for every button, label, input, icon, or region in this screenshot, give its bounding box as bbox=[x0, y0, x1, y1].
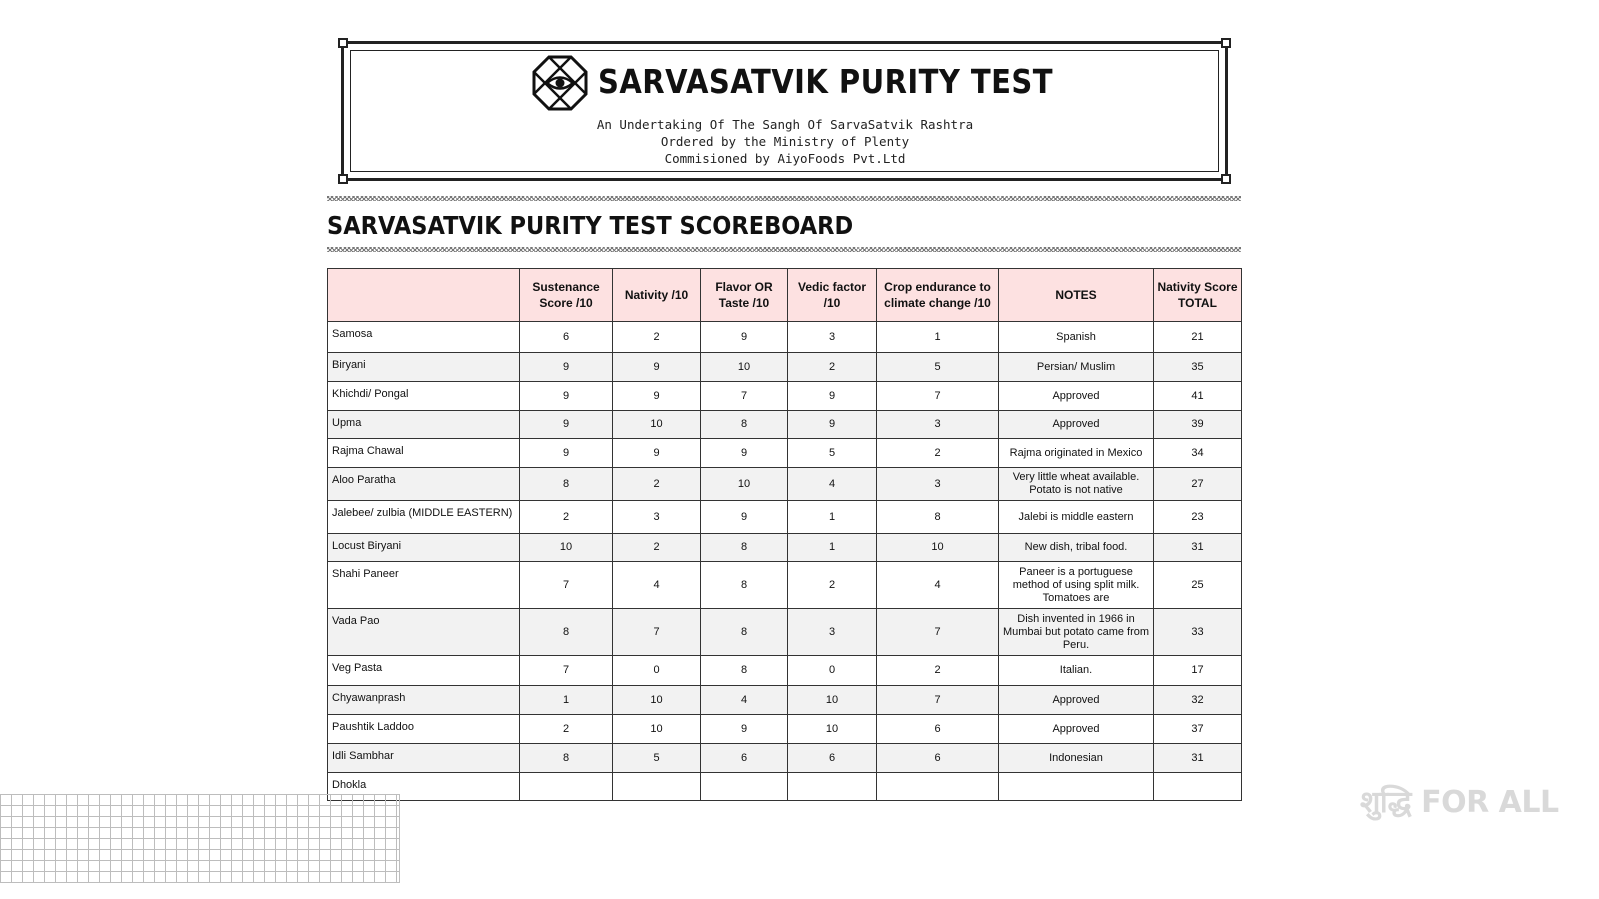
cell-notes: Italian. bbox=[999, 656, 1154, 686]
cell-vedic: 9 bbox=[788, 382, 877, 411]
header-subtitle-line: Commisioned by AiyoFoods Pvt.Ltd bbox=[664, 151, 906, 166]
cell-vedic: 5 bbox=[788, 439, 877, 468]
cell-crop: 6 bbox=[877, 744, 999, 773]
cell-flavor: 8 bbox=[701, 609, 788, 656]
table-row bbox=[328, 411, 1242, 439]
octagon-eye-emblem-icon bbox=[532, 55, 588, 111]
cell-total: 31 bbox=[1154, 534, 1242, 562]
cell-sustenance: 9 bbox=[520, 411, 613, 439]
table-row bbox=[328, 656, 1242, 686]
cell-notes: Approved bbox=[999, 411, 1154, 439]
cell-notes: New dish, tribal food. bbox=[999, 534, 1154, 562]
cell-nativity: 10 bbox=[613, 686, 701, 715]
frame-corner-ornament bbox=[338, 38, 348, 48]
cell-crop: 2 bbox=[877, 439, 999, 468]
page-title: SARVASATVIK PURITY TEST bbox=[598, 62, 1054, 101]
table-row bbox=[328, 744, 1242, 773]
cell-crop: 8 bbox=[877, 501, 999, 534]
cell-name: Biryani bbox=[328, 353, 520, 382]
cell-flavor: 8 bbox=[701, 534, 788, 562]
cell-flavor: 9 bbox=[701, 439, 788, 468]
cell-flavor: 6 bbox=[701, 744, 788, 773]
table-row bbox=[328, 773, 1242, 801]
cell-name: Dhokla bbox=[328, 773, 520, 801]
cell-name: Chyawanprash bbox=[328, 686, 520, 715]
cell-total: 33 bbox=[1154, 609, 1242, 656]
cell-total: 32 bbox=[1154, 686, 1242, 715]
cell-sustenance: 1 bbox=[520, 686, 613, 715]
cell-vedic: 3 bbox=[788, 609, 877, 656]
header-subtitle-line: Ordered by the Ministry of Plenty bbox=[660, 134, 910, 149]
cell-flavor: 8 bbox=[701, 656, 788, 686]
table-row bbox=[328, 686, 1242, 715]
table-row bbox=[328, 715, 1242, 744]
cell-nativity: 10 bbox=[613, 411, 701, 439]
column-header-flavor: Flavor OR Taste /10 bbox=[701, 269, 788, 322]
frame-corner-ornament bbox=[1221, 38, 1231, 48]
cell-nativity: 9 bbox=[613, 382, 701, 411]
cell-nativity: 2 bbox=[613, 534, 701, 562]
cell-name: Aloo Paratha bbox=[328, 468, 520, 501]
cell-notes: Rajma originated in Mexico bbox=[999, 439, 1154, 468]
cell-name: Rajma Chawal bbox=[328, 439, 520, 468]
cell-total: 17 bbox=[1154, 656, 1242, 686]
cell-name: Samosa bbox=[328, 322, 520, 353]
table-row bbox=[328, 353, 1242, 382]
cell-nativity: 2 bbox=[613, 322, 701, 353]
cell-vedic: 2 bbox=[788, 562, 877, 609]
cell-vedic: 3 bbox=[788, 322, 877, 353]
cell-name: Paushtik Laddoo bbox=[328, 715, 520, 744]
cell-total: 41 bbox=[1154, 382, 1242, 411]
cell-flavor: 9 bbox=[701, 322, 788, 353]
table-row bbox=[328, 322, 1242, 353]
cell-sustenance: 9 bbox=[520, 439, 613, 468]
cell-crop: 5 bbox=[877, 353, 999, 382]
cell-notes: Very little wheat available. Potato is not native bbox=[999, 468, 1154, 501]
cell-nativity: 9 bbox=[613, 353, 701, 382]
cell-flavor: 9 bbox=[701, 715, 788, 744]
cell-nativity: 4 bbox=[613, 562, 701, 609]
cell-total: 34 bbox=[1154, 439, 1242, 468]
cell-notes: Approved bbox=[999, 382, 1154, 411]
cell-vedic: 1 bbox=[788, 501, 877, 534]
cell-notes: Paneer is a portuguese method of using split milk. Tomatoes are bbox=[999, 562, 1154, 609]
cell-nativity: 7 bbox=[613, 609, 701, 656]
cell-name: Khichdi/ Pongal bbox=[328, 382, 520, 411]
cell-notes bbox=[999, 773, 1154, 801]
cell-notes: Approved bbox=[999, 686, 1154, 715]
cell-sustenance: 9 bbox=[520, 382, 613, 411]
cell-sustenance: 8 bbox=[520, 609, 613, 656]
column-header-crop-endurance: Crop endurance to climate change /10 bbox=[877, 269, 999, 322]
cell-nativity: 3 bbox=[613, 501, 701, 534]
cell-sustenance: 10 bbox=[520, 534, 613, 562]
header-subtitle-line: An Undertaking Of The Sangh Of SarvaSatvik Rashtra bbox=[596, 117, 974, 132]
cell-sustenance bbox=[520, 773, 613, 801]
table-row bbox=[328, 609, 1242, 656]
cell-name: Upma bbox=[328, 411, 520, 439]
column-header-vedic: Vedic factor /10 bbox=[788, 269, 877, 322]
cell-vedic: 0 bbox=[788, 656, 877, 686]
cell-total: 35 bbox=[1154, 353, 1242, 382]
cell-crop: 2 bbox=[877, 656, 999, 686]
cell-name: Jalebee/ zulbia (MIDDLE EASTERN) bbox=[328, 501, 520, 534]
scoreboard-title: SARVASATVIK PURITY TEST SCOREBOARD bbox=[327, 211, 854, 240]
cell-total: 39 bbox=[1154, 411, 1242, 439]
cell-total: 27 bbox=[1154, 468, 1242, 501]
cell-crop: 7 bbox=[877, 686, 999, 715]
cell-vedic: 9 bbox=[788, 411, 877, 439]
cell-notes: Approved bbox=[999, 715, 1154, 744]
cell-crop bbox=[877, 773, 999, 801]
cell-nativity: 5 bbox=[613, 744, 701, 773]
pattern-divider bbox=[327, 196, 1241, 201]
cell-sustenance: 8 bbox=[520, 468, 613, 501]
cell-nativity: 10 bbox=[613, 715, 701, 744]
scoreboard-table bbox=[327, 268, 1242, 801]
cell-total: 25 bbox=[1154, 562, 1242, 609]
cell-notes: Dish invented in 1966 in Mumbai but potato came from Peru. bbox=[999, 609, 1154, 656]
column-header-item bbox=[328, 269, 520, 322]
cell-name: Idli Sambhar bbox=[328, 744, 520, 773]
cell-crop: 1 bbox=[877, 322, 999, 353]
cell-nativity: 9 bbox=[613, 439, 701, 468]
cell-flavor bbox=[701, 773, 788, 801]
cell-flavor: 8 bbox=[701, 562, 788, 609]
cell-notes: Spanish bbox=[999, 322, 1154, 353]
cell-vedic: 6 bbox=[788, 744, 877, 773]
cell-sustenance: 7 bbox=[520, 562, 613, 609]
cell-vedic: 10 bbox=[788, 686, 877, 715]
column-header-notes: NOTES bbox=[999, 269, 1154, 322]
table-row bbox=[328, 562, 1242, 609]
cell-flavor: 4 bbox=[701, 686, 788, 715]
cell-sustenance: 8 bbox=[520, 744, 613, 773]
cell-nativity bbox=[613, 773, 701, 801]
cell-nativity: 0 bbox=[613, 656, 701, 686]
cell-nativity: 2 bbox=[613, 468, 701, 501]
cell-name: Locust Biryani bbox=[328, 534, 520, 562]
cell-name: Shahi Paneer bbox=[328, 562, 520, 609]
table-row bbox=[328, 501, 1242, 534]
cell-name: Vada Pao bbox=[328, 609, 520, 656]
frame-corner-ornament bbox=[1221, 174, 1231, 184]
cell-flavor: 9 bbox=[701, 501, 788, 534]
cell-crop: 7 bbox=[877, 382, 999, 411]
table-row bbox=[328, 382, 1242, 411]
cell-crop: 10 bbox=[877, 534, 999, 562]
frame-corner-ornament bbox=[338, 174, 348, 184]
cell-vedic: 10 bbox=[788, 715, 877, 744]
cell-sustenance: 2 bbox=[520, 501, 613, 534]
cell-sustenance: 6 bbox=[520, 322, 613, 353]
cell-notes: Persian/ Muslim bbox=[999, 353, 1154, 382]
cell-name: Veg Pasta bbox=[328, 656, 520, 686]
cell-flavor: 10 bbox=[701, 468, 788, 501]
cell-total: 21 bbox=[1154, 322, 1242, 353]
cell-vedic: 4 bbox=[788, 468, 877, 501]
pattern-divider bbox=[327, 247, 1241, 252]
cell-crop: 4 bbox=[877, 562, 999, 609]
column-header-sustenance: Sustenance Score /10 bbox=[520, 269, 613, 322]
cell-vedic: 1 bbox=[788, 534, 877, 562]
cell-total: 31 bbox=[1154, 744, 1242, 773]
cell-notes: Indonesian bbox=[999, 744, 1154, 773]
table-row bbox=[328, 534, 1242, 562]
cell-sustenance: 7 bbox=[520, 656, 613, 686]
cell-notes: Jalebi is middle eastern bbox=[999, 501, 1154, 534]
cell-sustenance: 2 bbox=[520, 715, 613, 744]
cell-sustenance: 9 bbox=[520, 353, 613, 382]
cell-flavor: 10 bbox=[701, 353, 788, 382]
cell-crop: 7 bbox=[877, 609, 999, 656]
cell-crop: 3 bbox=[877, 468, 999, 501]
table-row bbox=[328, 439, 1242, 468]
table-row bbox=[328, 468, 1242, 501]
brand-watermark: शुद्धि FOR ALL bbox=[1360, 785, 1559, 820]
cell-total: 23 bbox=[1154, 501, 1242, 534]
cell-total bbox=[1154, 773, 1242, 801]
grid-decoration bbox=[0, 794, 400, 883]
table-header-row bbox=[328, 269, 1242, 322]
cell-flavor: 7 bbox=[701, 382, 788, 411]
cell-flavor: 8 bbox=[701, 411, 788, 439]
cell-total: 37 bbox=[1154, 715, 1242, 744]
cell-crop: 3 bbox=[877, 411, 999, 439]
cell-vedic: 2 bbox=[788, 353, 877, 382]
cell-vedic bbox=[788, 773, 877, 801]
column-header-total: Nativity Score TOTAL bbox=[1154, 269, 1242, 322]
cell-crop: 6 bbox=[877, 715, 999, 744]
column-header-nativity: Nativity /10 bbox=[613, 269, 701, 322]
